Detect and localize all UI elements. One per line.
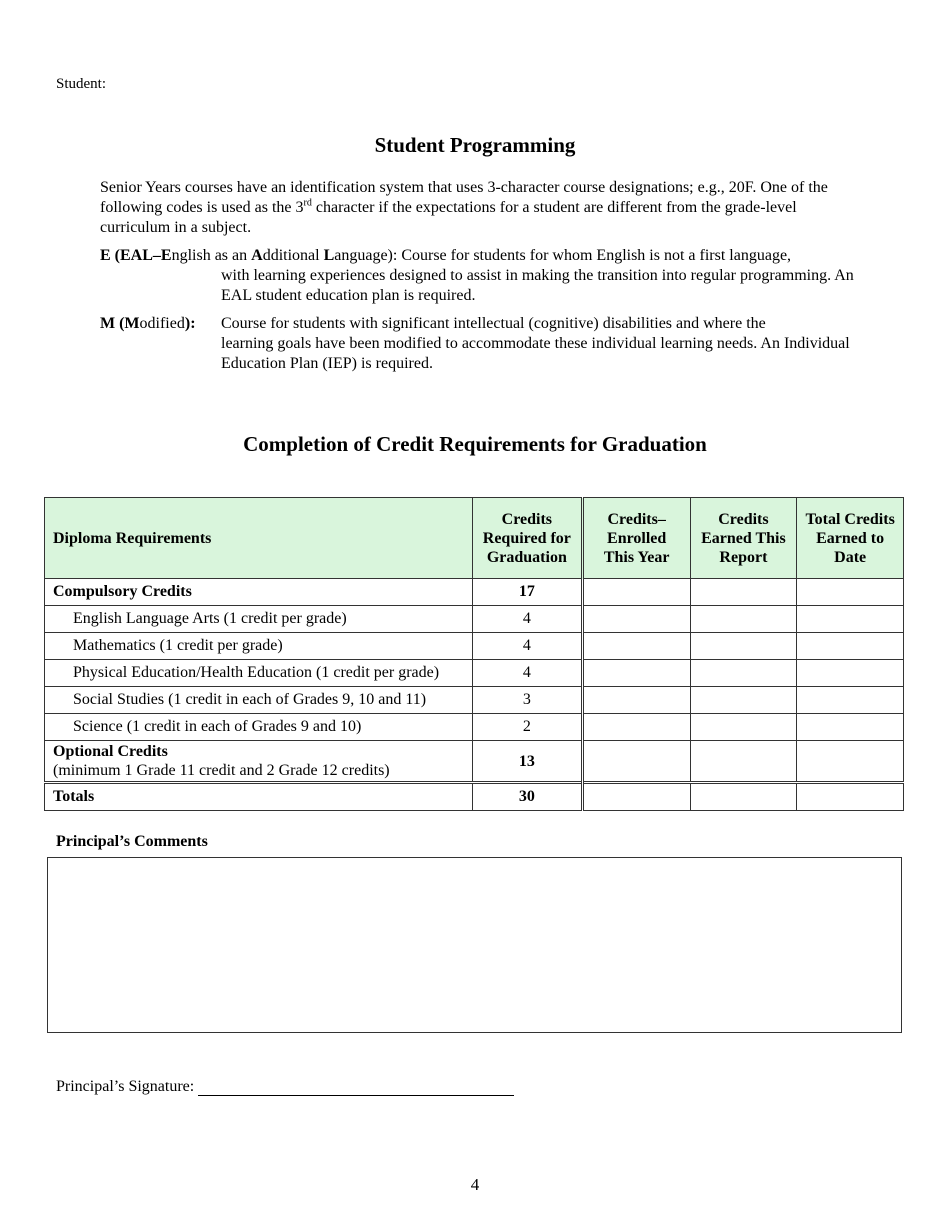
table-row [45,579,904,606]
code-m-definition [100,314,860,374]
code-e-text-3: anguage): Course for students for whom English is not a first language, [334,247,792,264]
table-header-row [45,498,904,579]
code-m-text: Course for students with significant intellectual (cognitive) disabilities and where the [221,315,766,332]
enrolled-cell[interactable] [582,579,690,606]
header-total-credits: Total Credits Earned to Date [797,498,904,579]
total-cell[interactable] [797,579,904,606]
header-credits-required: Credits Required for Graduation [472,498,582,579]
row-label: Compulsory Credits [45,579,473,606]
code-e-text-2: dditional [262,247,324,264]
row-label: Physical Education/Health Education (1 credit per grade) [45,660,473,687]
code-m-text-1: odified [139,315,185,332]
code-m-continuation: learning goals have been modified to accommodate these individual learning needs. An Individual Education Plan (IEP) is required. [221,335,850,372]
page-title: Student Programming [374,133,576,157]
enrolled-cell[interactable] [582,714,690,741]
optional-label: Optional Credits [53,743,168,760]
intro-text-2: character if the expectations for a student are different from the grade-level curriculum in a subject. [100,199,797,236]
table-row [45,633,904,660]
row-required: 4 [472,606,582,633]
optional-note: (minimum 1 Grade 11 credit and 2 Grade 12 credits) [53,762,390,779]
code-e-bold-3: L [323,247,335,264]
total-cell[interactable] [797,741,904,783]
totals-required: 30 [472,783,582,811]
earned-cell[interactable] [690,783,797,811]
total-cell[interactable] [797,714,904,741]
total-cell[interactable] [797,660,904,687]
earned-cell[interactable] [690,633,797,660]
total-cell[interactable] [797,606,904,633]
total-cell[interactable] [797,633,904,660]
earned-cell[interactable] [690,687,797,714]
principal-signature [56,1077,514,1096]
total-cell[interactable] [797,783,904,811]
credits-table [44,497,904,811]
header-credits-enrolled: Credits– Enrolled This Year [582,498,690,579]
intro-superscript: rd [303,197,312,209]
code-m-bold-2: ): [184,315,196,332]
code-e-continuation: with learning experiences designed to assist in making the transition into regular programming. An EAL student education plan is required. [221,267,854,304]
principal-comments-box[interactable] [47,857,902,1033]
row-label: Social Studies (1 credit in each of Grades 9, 10 and 11) [45,687,473,714]
table-row [45,606,904,633]
earned-cell[interactable] [690,606,797,633]
table-row-optional [45,741,904,783]
row-required: 17 [472,579,582,606]
code-m-term [100,314,221,334]
totals-label: Totals [45,783,473,811]
earned-cell[interactable] [690,714,797,741]
code-e-bold-1: E (EAL–E [100,247,172,264]
row-label: Science (1 credit in each of Grades 9 and 10) [45,714,473,741]
code-e-text-1: nglish as an [171,247,252,264]
table-row-totals [45,783,904,811]
code-e-bold-2: A [251,247,263,264]
optional-credits-cell [45,741,473,783]
row-label: Mathematics (1 credit per grade) [45,633,473,660]
total-cell[interactable] [797,687,904,714]
enrolled-cell[interactable] [582,606,690,633]
table-row [45,714,904,741]
header-credits-earned-report: Credits Earned This Report [690,498,797,579]
page-number: 4 [470,1175,480,1194]
earned-cell[interactable] [690,579,797,606]
signature-label: Principal’s Signature: [56,1078,195,1095]
table-row [45,660,904,687]
row-label: English Language Arts (1 credit per grade) [45,606,473,633]
row-required: 3 [472,687,582,714]
earned-cell[interactable] [690,741,797,783]
optional-required: 13 [472,741,582,783]
earned-cell[interactable] [690,660,797,687]
header-diploma-requirements: Diploma Requirements [45,498,473,579]
table-row [45,687,904,714]
row-required: 4 [472,660,582,687]
code-e-definition [100,246,860,306]
row-required: 2 [472,714,582,741]
enrolled-cell[interactable] [582,741,690,783]
signature-blank-line[interactable] [198,1077,514,1096]
principal-comments-label: Principal’s Comments [56,833,208,850]
enrolled-cell[interactable] [582,633,690,660]
enrolled-cell[interactable] [582,687,690,714]
enrolled-cell[interactable] [582,660,690,687]
student-label: Student: [56,76,107,92]
enrolled-cell[interactable] [582,783,690,811]
intro-paragraph [100,178,860,238]
credits-title: Completion of Credit Requirements for Graduation [243,432,707,456]
code-m-bold-1: M (M [100,315,140,332]
intro-text-1: Senior Years courses have an identification system that uses 3-character course designations; e.g., 20F. One of the following codes is used as the 3 [100,179,828,216]
row-required: 4 [472,633,582,660]
